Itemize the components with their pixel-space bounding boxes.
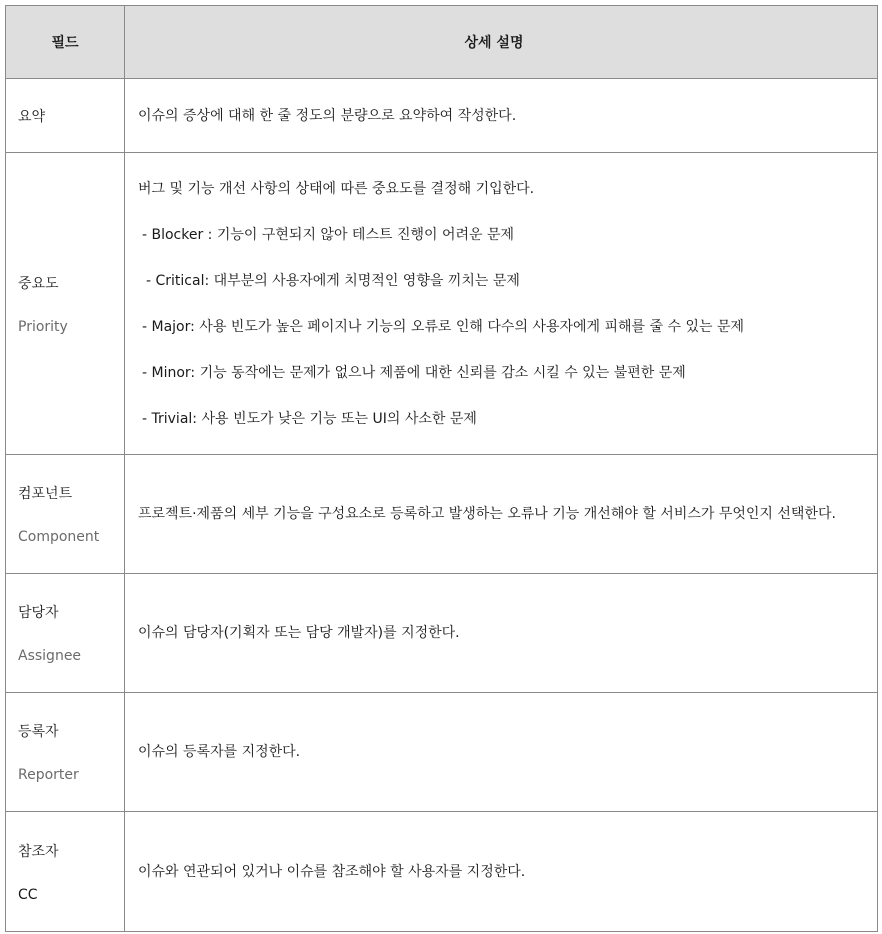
field-cell bbox=[6, 153, 125, 454]
field-name-en: Component bbox=[18, 529, 100, 545]
description-text: 이슈의 담당자(기획자 또는 담당 개발자)를 지정한다. bbox=[138, 625, 460, 641]
table-row bbox=[6, 812, 877, 932]
field-name-ko: 요약 bbox=[18, 108, 46, 125]
field-name-ko: 참조자 bbox=[18, 843, 59, 860]
description-text: 이슈의 증상에 대해 한 줄 정도의 분량으로 요약하여 작성한다. bbox=[138, 107, 517, 124]
description-text: 이슈와 연관되어 있거나 이슈를 참조해야 할 사용자를 지정한다. bbox=[138, 863, 526, 880]
field-cell bbox=[6, 455, 125, 573]
field-name-ko: 컴포넌트 bbox=[18, 486, 73, 502]
description-intro: 버그 및 기능 개선 사항의 상태에 따른 중요도를 결정해 기입한다. bbox=[138, 180, 535, 197]
description-cell bbox=[125, 455, 877, 573]
table-header-row bbox=[6, 6, 877, 79]
table-row bbox=[6, 153, 877, 455]
header-description: 상세 설명 bbox=[464, 35, 524, 51]
field-name-en: Assignee bbox=[18, 648, 82, 664]
field-name-en: Reporter bbox=[18, 767, 79, 783]
priority-item-trivial: - Trivial: 사용 빈도가 낮은 기능 또는 UI의 사소한 문제 bbox=[142, 410, 477, 427]
field-name-en: CC bbox=[18, 886, 38, 903]
field-cell bbox=[6, 574, 125, 692]
priority-item-blocker: - Blocker : 기능이 구현되지 않아 테스트 진행이 어려운 문제 bbox=[142, 226, 515, 243]
field-name-ko: 등록자 bbox=[18, 724, 59, 740]
description-cell bbox=[125, 693, 877, 811]
field-cell bbox=[6, 693, 125, 811]
field-name-ko: 담당자 bbox=[18, 605, 59, 621]
priority-item-minor: - Minor: 기능 동작에는 문제가 없으나 제품에 대한 신뢰를 감소 시킬 수 있는 불편한 문제 bbox=[142, 364, 686, 381]
header-field: 필드 bbox=[6, 6, 125, 78]
priority-item-critical: - Critical: 대부분의 사용자에게 치명적인 영향을 끼치는 문제 bbox=[146, 272, 520, 289]
description-cell bbox=[125, 574, 877, 692]
description-cell bbox=[125, 812, 877, 931]
field-cell bbox=[6, 79, 125, 152]
description-text: 이슈의 등록자를 지정한다. bbox=[138, 744, 301, 760]
description-cell bbox=[125, 153, 877, 454]
field-description-table bbox=[5, 5, 878, 932]
description-cell bbox=[125, 79, 877, 152]
table-row bbox=[6, 455, 877, 574]
table-row bbox=[6, 574, 877, 693]
field-cell bbox=[6, 812, 125, 931]
description-text: 프로젝트·제품의 세부 기능을 구성요소로 등록하고 발생하는 오류나 기능 개선해야 할 서비스가 무엇인지 선택한다. bbox=[138, 505, 836, 522]
field-name-ko: 중요도 bbox=[18, 275, 59, 292]
table-row bbox=[6, 79, 877, 153]
field-name-en: Priority bbox=[18, 318, 68, 335]
priority-item-major: - Major: 사용 빈도가 높은 페이지나 기능의 오류로 인해 다수의 사용자에게 피해를 줄 수 있는 문제 bbox=[142, 318, 745, 335]
table-row bbox=[6, 693, 877, 812]
